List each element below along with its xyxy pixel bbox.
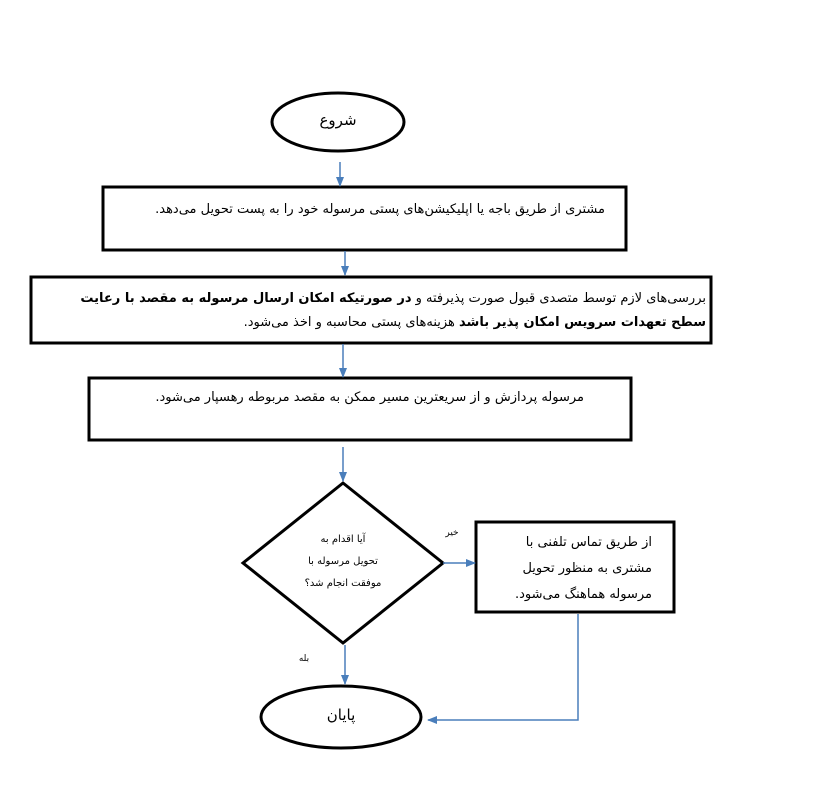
- step2-text-part3: هزینه‌های پستی محاسبه و اخذ می‌شود.: [243, 315, 460, 330]
- step1-text: مشتری از طریق باجه یا اپلیکیشن‌های پستی مرسوله خود را به پست تحویل می‌دهد.: [155, 202, 605, 217]
- step2-text-part2: در صورتیکه امکان ارسال مرسوله به مقصد با رعایت سطح تعهدات سرویس امکان پذیر باشد: [80, 291, 706, 330]
- step3-text: مرسوله پردازش و از سریعترین مسیر ممکن به مقصد مربوطه رهسپار می‌شود.: [155, 390, 584, 405]
- end-label: پایان: [326, 706, 356, 724]
- step2-text: [42, 287, 706, 335]
- decision-text: [283, 529, 403, 595]
- start-label: شروع: [319, 111, 357, 129]
- decision-line-1: آیا اقدام به: [320, 534, 366, 545]
- no-edge-label: خیر: [445, 528, 459, 538]
- decision-line-2: تحویل مرسوله با: [308, 556, 378, 567]
- step2-text-part1: بررسی‌های لازم توسط متصدی قبول صورت پذیرفته و: [411, 291, 706, 306]
- arrow-phone-to-end: [428, 614, 578, 720]
- phone-text: از طریق تماس تلفنی با مشتری به منظور تحویل مرسوله هماهنگ می‌شود.: [514, 535, 652, 602]
- decision-line-3: موفقت انجام شد؟: [304, 578, 382, 589]
- yes-edge-label: بله: [298, 654, 310, 664]
